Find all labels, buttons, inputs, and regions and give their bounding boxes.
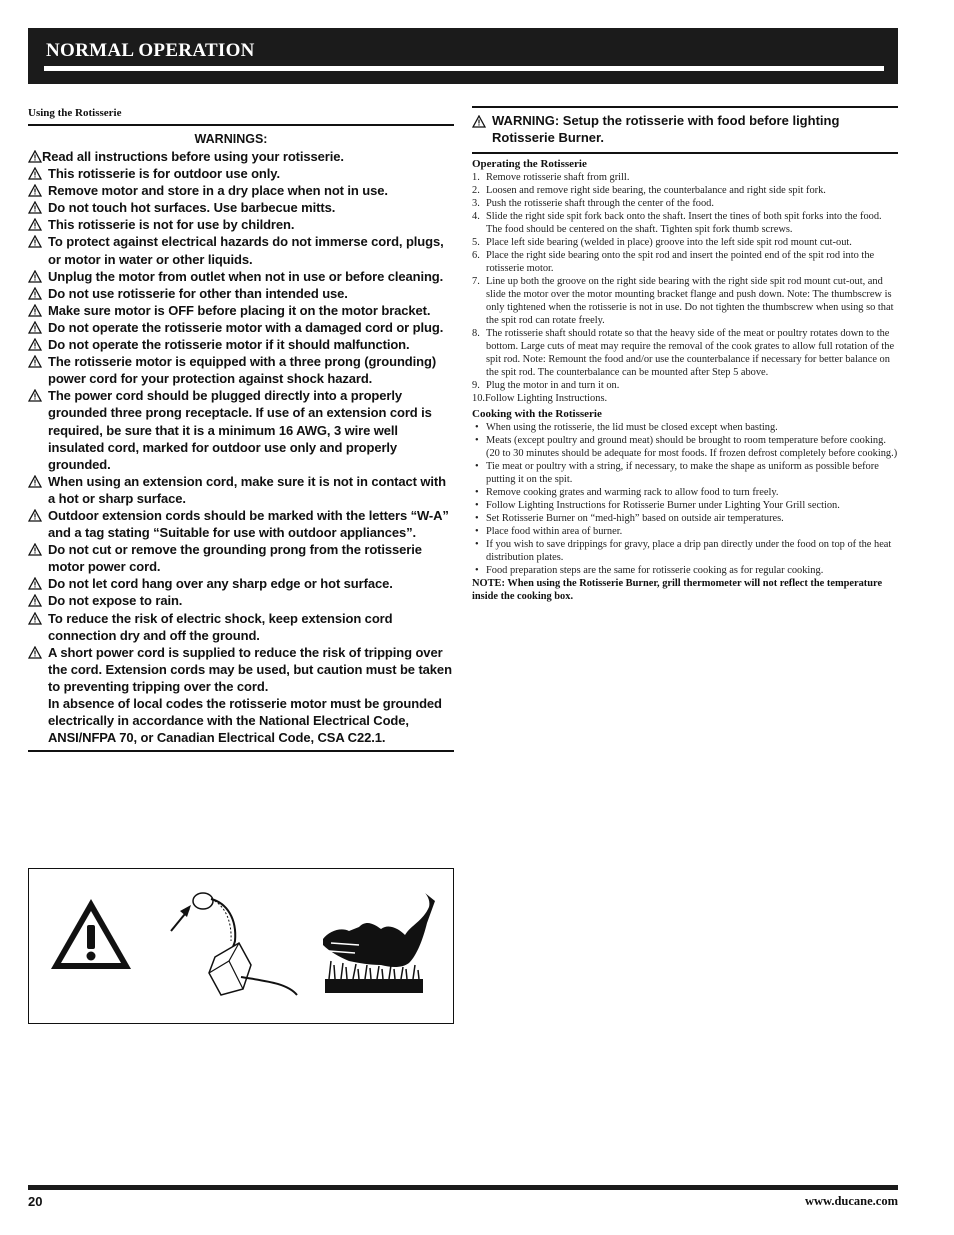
warning-item: [28, 148, 454, 165]
warning-item: [28, 610, 454, 644]
left-column: [28, 107, 454, 752]
operating-step: [472, 236, 898, 249]
page-title: NORMAL OPERATION: [46, 40, 255, 61]
page-number: 20: [28, 1194, 43, 1209]
bullet-dot: •: [475, 526, 479, 537]
section-label: Using the Rotisserie: [28, 107, 454, 126]
warnings-heading: WARNINGS:: [194, 132, 268, 146]
caution-triangle-icon: [28, 167, 42, 180]
step-number: 7.: [472, 276, 480, 287]
bullet-dot: •: [475, 539, 479, 550]
warning-text: To reduce the risk of electric shock, keep extension cord connection dry and off the ground.: [48, 610, 393, 643]
operating-step: [472, 210, 898, 236]
footer-rule: [28, 1185, 898, 1190]
warning-item: [28, 285, 454, 302]
warning-text: Do not expose to rain.: [48, 593, 183, 609]
caution-triangle-icon: [28, 612, 42, 625]
warning-item: [28, 575, 454, 592]
warnings-tail: In absence of local codes the rotisserie motor must be grounded electrically in accordance with the National Electrical Code, ANSI/NFPA 70, or Canadian Electrical Code, CSA C22.1.: [48, 696, 442, 746]
warning-text: Do not let cord hang over any sharp edge or hot surface.: [48, 576, 393, 592]
hot-surface-hand-icon: [323, 893, 435, 993]
operating-step: [472, 249, 898, 275]
bullet-text: Remove cooking grates and warming rack to allow food to turn freely.: [486, 487, 779, 498]
warning-text: Do not use rotisserie for other than intended use.: [48, 285, 348, 301]
step-text: Loosen and remove right side bearing, the counterbalance and right side spit fork.: [486, 185, 826, 196]
step-number: 8.: [472, 328, 480, 339]
warning-item: [28, 541, 454, 575]
warning-item: [28, 182, 454, 199]
right-column: [472, 106, 898, 603]
divider: [472, 152, 898, 154]
cooking-bullet: [472, 538, 898, 564]
caution-triangle-icon: [28, 150, 42, 163]
operating-step: [472, 327, 898, 379]
step-text: Place the right side bearing onto the spit rod and insert the pointed end of the spit rod into the rotisserie motor.: [486, 250, 875, 274]
setup-warning: [472, 112, 898, 152]
caution-triangle-icon: [28, 355, 42, 368]
step-number: 10.: [472, 393, 485, 404]
step-number: 9.: [472, 380, 480, 391]
warning-item: [28, 165, 454, 182]
cooking-bullet: [472, 499, 898, 512]
illustration-svg: [29, 869, 453, 1023]
operating-step: [472, 392, 898, 405]
warning-item: [28, 473, 454, 507]
step-text: Plug the motor in and turn it on.: [486, 380, 620, 391]
step-number: 6.: [472, 250, 480, 261]
caution-triangle-icon: [28, 218, 42, 231]
warning-text: The rotisserie motor is equipped with a three prong (grounding) power cord for your protection against shock hazard.: [48, 354, 437, 387]
bullet-dot: •: [475, 513, 479, 524]
step-number: 5.: [472, 237, 480, 248]
plug-cord-icon: [171, 893, 297, 995]
warning-item: [28, 592, 454, 609]
caution-triangle-icon: [28, 184, 42, 197]
bullet-dot: •: [475, 500, 479, 511]
cooking-bullet: [472, 421, 898, 434]
warning-item: [28, 199, 454, 216]
warning-text: Do not cut or remove the grounding prong from the rotisserie motor power cord.: [48, 542, 422, 575]
warning-item: [28, 387, 454, 472]
divider: [472, 106, 898, 108]
warnings-list: [28, 148, 454, 695]
caution-triangle-icon: [28, 321, 42, 334]
bullet-dot: •: [475, 435, 479, 446]
website-url: www.ducane.com: [804, 1194, 898, 1208]
setup-warning-text: WARNING: Setup the rotisserie with food before lighting Rotisserie Burner.: [492, 113, 840, 145]
cooking-bullet: [472, 512, 898, 525]
cooking-heading: Cooking with the Rotisserie: [472, 408, 602, 420]
caution-triangle-icon: [28, 509, 42, 522]
warning-item: [28, 233, 454, 267]
step-text: Slide the right side spit fork back onto the shaft. Insert the tines of both spit forks into the food. The food should be centered on the shaft. Tighten spit fork thumb screws.: [486, 211, 882, 235]
step-number: 4.: [472, 211, 480, 222]
bullet-text: When using the rotisserie, the lid must be closed except when basting.: [486, 422, 778, 433]
warning-triangle-icon: [51, 899, 131, 969]
warning-item: [28, 302, 454, 319]
bullet-text: Place food within area of burner.: [486, 526, 623, 537]
cooking-bullet: [472, 486, 898, 499]
warning-text: This rotisserie is not for use by children.: [48, 217, 295, 233]
bullet-text: Tie meat or poultry with a string, if necessary, to make the shape as uniform as possible before putting it on the spit.: [486, 461, 879, 485]
caution-triangle-icon: [28, 646, 42, 659]
caution-triangle-icon: [28, 543, 42, 556]
cooking-bullet: [472, 434, 898, 460]
bullet-text: If you wish to save drippings for gravy, place a drip pan directly under the food on top of the heat distribution plates.: [486, 539, 892, 563]
warning-text: Do not operate the rotisserie motor with a damaged cord or plug.: [48, 319, 444, 335]
warning-text: Read all instructions before using your rotisserie.: [42, 149, 344, 164]
step-text: Line up both the groove on the right side bearing with the right side spit rod mount cut-out, and slide the motor over the motor mounting bracket flange and push down. Note: The thumbscrew is only tightened when the rotisserie is not in use. Do not tighten the thumbscrew when using so that the spit rod can rotate freely.: [486, 276, 894, 326]
operating-step: [472, 184, 898, 197]
operating-heading: Operating the Rotisserie: [472, 158, 587, 170]
step-text: Place left side bearing (welded in place) groove into the left side spit rod mount cut-out.: [486, 237, 852, 248]
warning-text: Do not touch hot surfaces. Use barbecue mitts.: [48, 200, 336, 216]
caution-triangle-icon: [28, 304, 42, 317]
section-banner: [28, 28, 898, 84]
warning-text: Do not operate the rotisserie motor if it should malfunction.: [48, 337, 410, 353]
bullet-dot: •: [475, 461, 479, 472]
operating-step: [472, 379, 898, 392]
warning-item: [28, 507, 454, 541]
bullet-dot: •: [475, 565, 479, 576]
warning-text: To protect against electrical hazards do not immerse cord, plugs, or motor in water or other liquids.: [48, 234, 444, 267]
warning-item: [28, 319, 454, 336]
step-number: 3.: [472, 198, 480, 209]
warning-item: [28, 353, 454, 387]
bullet-text: Follow Lighting Instructions for Rotisserie Burner under Lighting Your Grill section.: [486, 500, 840, 511]
bullet-text: Meats (except poultry and ground meat) should be brought to room temperature before cooking. (20 to 30 minutes should be adequate for most foods. If frozen defrost completely before cooking.): [486, 435, 898, 459]
cooking-bullet: [472, 564, 898, 577]
operating-step: [472, 171, 898, 184]
caution-triangle-icon: [28, 389, 42, 402]
divider: [28, 750, 454, 752]
warning-item: [28, 336, 454, 353]
caution-triangle-icon: [28, 475, 42, 488]
caution-triangle-icon: [28, 287, 42, 300]
cooking-bullet: [472, 525, 898, 538]
step-number: 2.: [472, 185, 480, 196]
cooking-bullet: [472, 460, 898, 486]
operating-step: [472, 275, 898, 327]
caution-triangle-icon: [28, 201, 42, 214]
bullet-dot: •: [475, 422, 479, 433]
operating-step: [472, 197, 898, 210]
warning-item: [28, 216, 454, 233]
warning-text: Outdoor extension cords should be marked with the letters “W-A” and a tag stating “Suitable for use with outdoor appliances”.: [48, 507, 449, 541]
burner-note: NOTE: When using the Rotisserie Burner, grill thermometer will not reflect the temperature inside the cooking box.: [472, 578, 883, 602]
warning-text: A short power cord is supplied to reduce the risk of tripping over the cord. Extension cords may be used, but caution must be taken to preventing tripping over the cord.: [48, 644, 452, 694]
bullet-dot: •: [475, 487, 479, 498]
banner-rule: [44, 66, 884, 71]
step-text: Remove rotisserie shaft from grill.: [486, 172, 630, 183]
warning-item: [28, 644, 454, 695]
step-text: Push the rotisserie shaft through the center of the food.: [486, 198, 714, 209]
cooking-bullets-list: [472, 421, 898, 577]
warning-text: The power cord should be plugged directly into a properly grounded three prong receptacle. If use of an extension cord is required, be sure that it is a minimum 16 AWG, 3 wire well insulated cord, marked for outdoor use only and properly grounded.: [48, 388, 432, 472]
step-text: The rotisserie shaft should rotate so that the heavy side of the meat or poultry rotates down to the bottom. Large cuts of meat may require the removal of the cook grates to allow full rotation of the spit rod. Note: Remount the food and/or use the counterbalance if necessary for better balance on the spit rod. The counterbalance can be mounted after Step 5 above.: [486, 328, 895, 378]
step-number: 1.: [472, 172, 480, 183]
warning-illustration: [28, 868, 454, 1024]
warning-text: When using an extension cord, make sure it is not in contact with a hot or sharp surface.: [48, 473, 447, 506]
bullet-text: Food preparation steps are the same for rotisserie cooking as for regular cooking.: [486, 565, 824, 576]
bullet-text: Set Rotisserie Burner on “med-high” based on outside air temperatures.: [486, 513, 784, 524]
caution-triangle-icon: [472, 115, 486, 128]
warning-text: This rotisserie is for outdoor use only.: [48, 166, 280, 182]
step-text: Follow Lighting Instructions.: [485, 393, 608, 404]
caution-triangle-icon: [28, 270, 42, 283]
warning-text: Make sure motor is OFF before placing it on the motor bracket.: [48, 302, 431, 318]
warning-text: Unplug the motor from outlet when not in use or before cleaning.: [48, 268, 444, 284]
warning-text: Remove motor and store in a dry place when not in use.: [48, 183, 388, 199]
caution-triangle-icon: [28, 594, 42, 607]
warning-item: [28, 268, 454, 285]
caution-triangle-icon: [28, 338, 42, 351]
caution-triangle-icon: [28, 577, 42, 590]
operating-steps-list: [472, 171, 898, 405]
caution-triangle-icon: [28, 235, 42, 248]
